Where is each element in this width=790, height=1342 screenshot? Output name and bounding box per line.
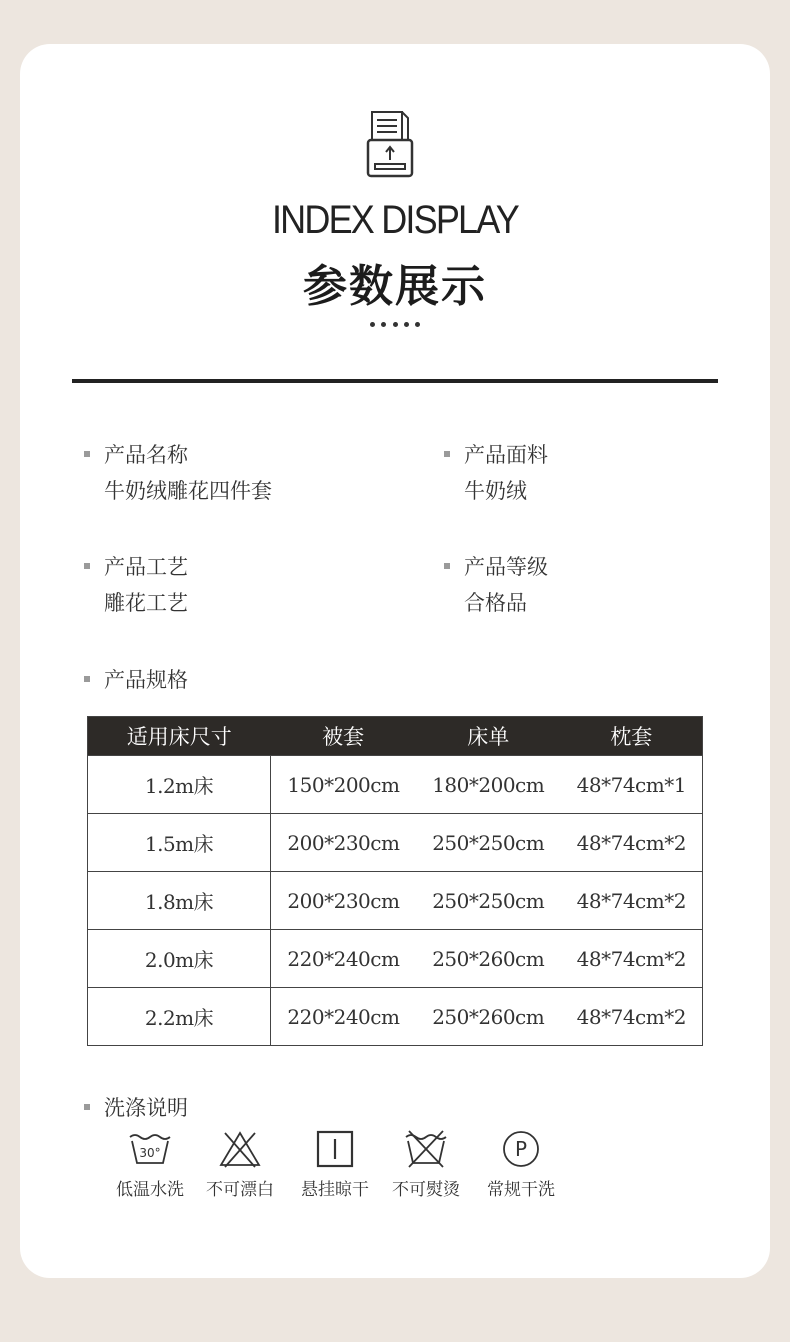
care-item-bleach — [206, 1129, 274, 1200]
table-row — [88, 930, 703, 988]
field-label: 产品面料 — [464, 443, 548, 467]
care-caption: 不可漂白 — [206, 1180, 274, 1200]
care-item-dry — [301, 1129, 369, 1200]
table-cell: 250*250cm — [416, 814, 561, 872]
field-value: 牛奶绒 — [464, 479, 527, 503]
bullet-icon — [84, 563, 90, 569]
bullet-icon — [444, 563, 450, 569]
bullet-icon — [84, 451, 90, 457]
field-product-name — [84, 439, 272, 505]
table-header-row — [88, 717, 703, 756]
table-cell: 1.8m床 — [88, 872, 271, 930]
table-cell: 2.0m床 — [88, 930, 271, 988]
content-card — [20, 44, 770, 1278]
header-bed-size: 适用床尺寸 — [88, 717, 271, 756]
field-value: 牛奶绒雕花四件套 — [104, 479, 272, 503]
table-cell: 150*200cm — [271, 756, 416, 814]
table-cell: 220*240cm — [271, 988, 416, 1046]
field-label: 产品等级 — [464, 555, 548, 579]
table-cell: 220*240cm — [271, 930, 416, 988]
field-label: 产品工艺 — [104, 555, 188, 579]
dry-clean-letter: P — [514, 1137, 528, 1161]
title-english: INDEX DISPLAY — [271, 198, 519, 242]
table-cell: 250*260cm — [416, 988, 561, 1046]
header-duvet: 被套 — [271, 717, 416, 756]
table-cell: 200*230cm — [271, 814, 416, 872]
spec-label: 产品规格 — [104, 668, 188, 692]
care-label: 洗涤说明 — [104, 1096, 188, 1120]
field-craft — [84, 551, 188, 617]
field-label: 产品名称 — [104, 443, 188, 467]
table-cell: 48*74cm*2 — [561, 930, 703, 988]
table-cell: 1.2m床 — [88, 756, 271, 814]
dots-divider — [370, 322, 420, 328]
field-fabric — [444, 439, 548, 505]
care-caption: 不可熨烫 — [392, 1180, 460, 1200]
table-row — [88, 814, 703, 872]
divider-rule — [72, 379, 718, 383]
table-row — [88, 872, 703, 930]
care-caption: 悬挂晾干 — [301, 1180, 369, 1200]
table-cell: 48*74cm*2 — [561, 872, 703, 930]
table-cell: 48*74cm*2 — [561, 814, 703, 872]
no-iron-icon — [403, 1129, 449, 1169]
wash-temp-text: 30° — [139, 1146, 161, 1160]
dry-clean-icon — [498, 1129, 544, 1169]
header-pillowcase: 枕套 — [561, 717, 703, 756]
table-cell: 250*260cm — [416, 930, 561, 988]
field-value: 雕花工艺 — [104, 591, 188, 615]
table-cell: 250*250cm — [416, 872, 561, 930]
care-heading — [84, 1092, 188, 1122]
table-cell: 1.5m床 — [88, 814, 271, 872]
table-cell: 48*74cm*2 — [561, 988, 703, 1046]
bullet-icon — [444, 451, 450, 457]
bullet-icon — [84, 1104, 90, 1110]
spec-table — [87, 716, 703, 1046]
table-row — [88, 988, 703, 1046]
spec-heading — [84, 664, 188, 694]
table-cell: 180*200cm — [416, 756, 561, 814]
no-bleach-icon — [217, 1129, 263, 1169]
table-cell: 2.2m床 — [88, 988, 271, 1046]
document-icon — [366, 110, 416, 180]
care-item-dryclean — [487, 1129, 555, 1200]
hang-dry-icon — [312, 1129, 358, 1169]
table-cell: 200*230cm — [271, 872, 416, 930]
table-cell: 48*74cm*1 — [561, 756, 703, 814]
care-item-iron — [392, 1129, 460, 1200]
care-item-wash — [116, 1129, 184, 1200]
header-sheet: 床单 — [416, 717, 561, 756]
field-grade — [444, 551, 548, 617]
bullet-icon — [84, 676, 90, 682]
care-caption: 低温水洗 — [116, 1180, 184, 1200]
care-caption: 常规干洗 — [487, 1180, 555, 1200]
field-value: 合格品 — [464, 591, 527, 615]
wash-30-icon — [127, 1129, 173, 1169]
table-row — [88, 756, 703, 814]
title-chinese: 参数展示 — [303, 261, 487, 312]
